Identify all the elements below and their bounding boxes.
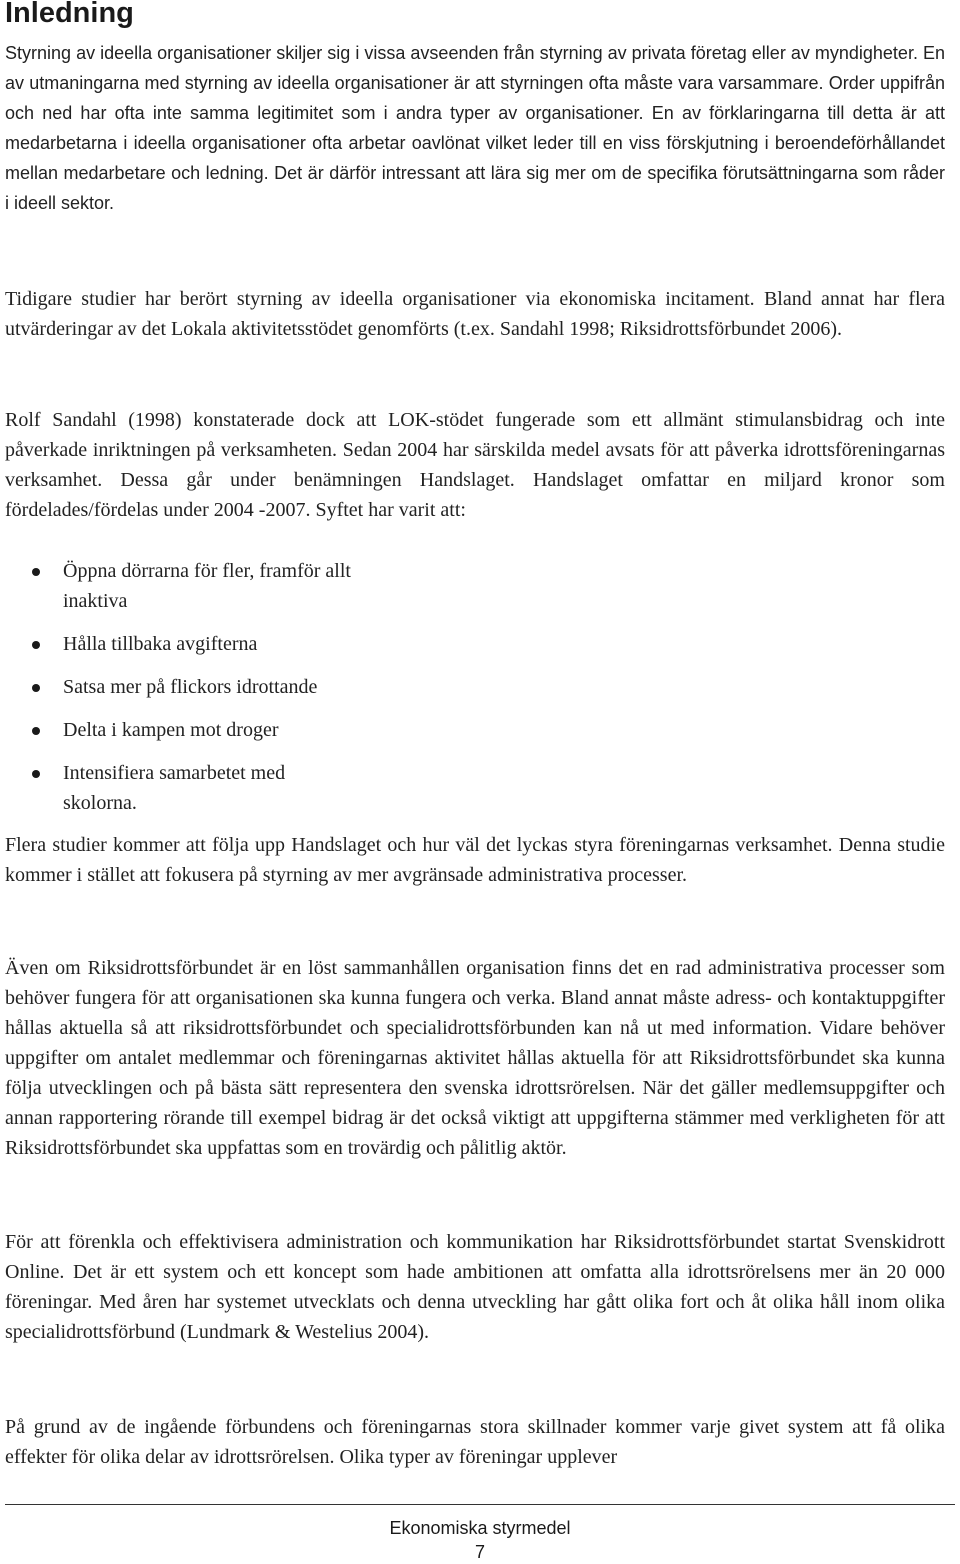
list-item-text: Satsa mer på flickors idrottande [63,676,318,698]
bullet-icon [32,727,40,735]
paragraph-lok-stod: Rolf Sandahl (1998) konstaterade dock att LOK-stödet fungerade som ett allmänt stimulansbidrag och inte påverkade inriktningen på verksamheten. Sedan 2004 har särskilda medel avsats för att påverka idrottsföreningarnas verksamhet. Dessa går under benämningen Handslaget. Handslaget omfattar en miljard kronor som fördelades/fördelas under 2004 -2007. Syftet har varit att: [5,409,945,521]
list-item [0,672,353,702]
footer-divider [5,1504,955,1505]
list-item [0,556,353,616]
bullet-icon [32,568,40,576]
paragraph-administrative-processes: Även om Riksidrottsförbundet är en löst sammanhållen organisation finns det en rad administrativa processer som behöver fungera för att organisationen ska kunna fungera och verka. Bland annat måste adress- och kontaktuppgifter hållas aktuella så att riksidrottsförbundet och specialidrottsförbunden kan nå ut med information. Vidare behöver uppgifter om antalet medlemmar och föreningarnas aktivitet hållas aktuella för att Riksidrottsförbundet ska kunna följa utvecklingen och på bästa sätt representera den svenska idrottsrörelsen. När det gäller medlemsuppgifter och annan rapportering rörande till exempel bidrag är det också viktigt att uppgifterna stämmer med verkligheten för att Riksidrottsförbundet ska uppfattas som en trovärdig och pålitlig aktör. [5,957,945,1159]
list-item-text: Hålla tillbaka avgifterna [63,633,258,655]
bullet-icon [32,684,40,692]
list-item-text: Intensifiera samarbetet med skolorna. [63,762,286,814]
page-number: 7 [474,1542,485,1562]
paragraph-previous-studies: Tidigare studier har berört styrning av ideella organisationer via ekonomiska incitament. Bland annat har flera utvärderingar av det Lokala aktivitetsstödet genomförts (t.ex. Sandahl 1998; Riksidrottsförbundet 2006). [5,288,945,340]
section-heading: Inledning [5,0,134,29]
paragraph-intro: Styrning av ideella organisationer skiljer sig i vissa avseenden från styrning av privata företag eller av myndigheter. En av utmaningarna med styrning av ideella organisationer är att styrningen ofta måste vara varsammare. Order uppifrån och ned har ofta inte samma legitimitet som i andra typer av organisationer. En av förklaringarna till detta är att medarbetarna i ideella organisationer ofta arbetar oavlönat vilket leder till en viss förskjutning i beroendeförhållandet mellan medarbetare och ledning. Det är därför intressant att lära sig mer om de specifika förutsättningarna som råder i ideell sektor. [5,43,945,213]
bullet-icon [32,641,40,649]
list-item [0,629,353,659]
paragraph-handslaget-followup: Flera studier kommer att följa upp Handslaget och hur väl det lyckas styra föreningarnas verksamhet. Denna studie kommer i stället att fokusera på styrning av mer avgränsade administrativa processer. [5,834,945,886]
aims-list [0,556,700,831]
bullet-icon [32,770,40,778]
list-item [0,715,353,745]
paragraph-differences: På grund av de ingående förbundens och föreningarnas stora skillnader kommer varje givet system att få olika effekter för olika delar av idrottsrörelsen. Olika typer av föreningar upplever [5,1416,945,1468]
footer-title: Ekonomiska styrmedel [389,1518,571,1538]
list-item-text: Delta i kampen mot droger [63,719,279,741]
list-item-text: Öppna dörrarna för fler, framför allt inaktiva [63,560,351,612]
paragraph-svenskidrott-online: För att förenkla och effektivisera administration och kommunikation har Riksidrottsförbundet startat Svenskidrott Online. Det är ett system och ett koncept som hade ambitionen att omfatta alla idrottsrörelsens mer än 20 000 föreningar. Med åren har systemet utvecklats och denna utveckling har gått olika fort och åt olika håll inom olika specialidrottsförbund (Lundmark & Westelius 2004). [5,1231,945,1343]
list-item [0,758,353,818]
